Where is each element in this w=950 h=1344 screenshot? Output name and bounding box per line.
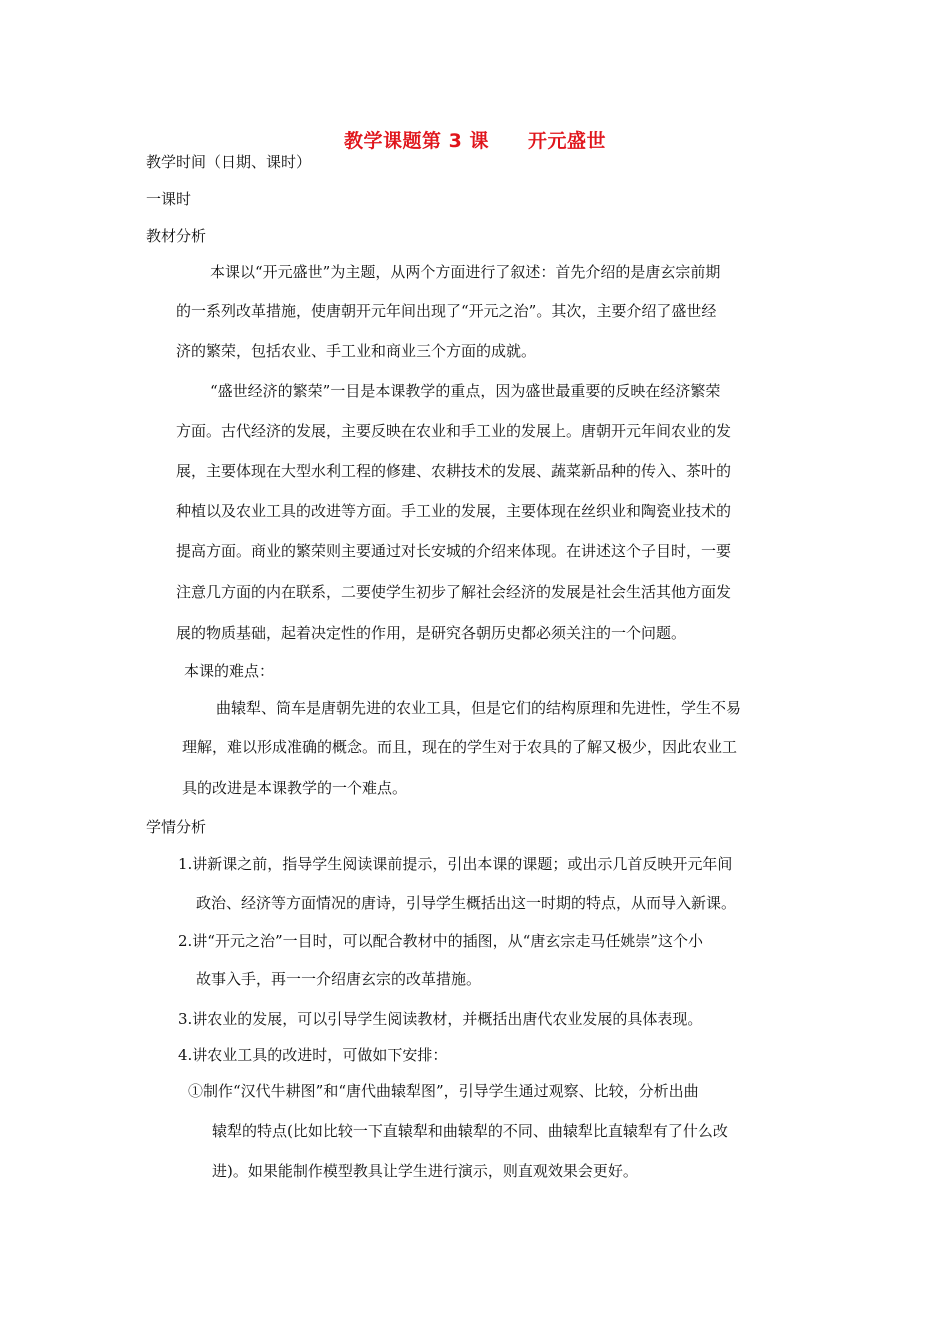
list-item-2-line: 2.讲“开元之治”一目时，可以配合教材中的插图，从“唐玄宗走马任姚崇”这个小 — [178, 932, 703, 950]
difficulty-line: 具的改进是本课教学的一个难点。 — [182, 779, 408, 797]
teaching-time-label: 教学时间（日期、课时） — [146, 153, 312, 171]
sub-item-1-line: 进)。如果能制作模型教具让学生进行演示，则直观效果会更好。 — [212, 1162, 638, 1180]
material-p2-line: 方面。古代经济的发展，主要反映在农业和手工业的发展上。唐朝开元年间农业的发 — [176, 422, 732, 440]
list-item-4-line: 4.讲农业工具的改进时，可做如下安排： — [178, 1046, 448, 1064]
lesson-title: 教学课题第 3 课 开元盛世 — [344, 130, 606, 152]
material-p2-line: 种植以及农业工具的改进等方面。手工业的发展，主要体现在丝织业和陶瓷业技术的 — [176, 502, 732, 520]
material-p2-line: 展的物质基础，起着决定性的作用，是研究各朝历史都必须关注的一个问题。 — [176, 624, 687, 642]
difficulty-label: 本课的难点： — [184, 662, 275, 680]
learning-analysis-heading: 学情分析 — [146, 818, 207, 836]
sub-item-1-line: 辕犁的特点(比如比较一下直辕犁和曲辕犁的不同、曲辕犁比直辕犁有了什么改 — [212, 1122, 728, 1140]
material-p1-line: 的一系列改革措施，使唐朝开元年间出现了“开元之治”。其次，主要介绍了盛世经 — [176, 302, 717, 320]
material-p2-line: 提高方面。商业的繁荣则主要通过对长安城的介绍来体现。在讲述这个子目时，一要 — [176, 542, 732, 560]
list-item-1-line: 1.讲新课之前，指导学生阅读课前提示，引出本课的课题；或出示几首反映开元年间 — [178, 855, 733, 873]
list-item-1-line: 政治、经济等方面情况的唐诗，引导学生概括出这一时期的特点，从而导入新课。 — [196, 894, 737, 912]
difficulty-line: 曲辕犁、筒车是唐朝先进的农业工具，但是它们的结构原理和先进性，学生不易 — [216, 699, 742, 717]
sub-item-1-line: ①制作“汉代牛耕图”和“唐代曲辕犁图”，引导学生通过观察、比较，分析出曲 — [188, 1082, 699, 1100]
list-item-3-line: 3.讲农业的发展，可以引导学生阅读教材，并概括出唐代农业发展的具体表现。 — [178, 1010, 703, 1028]
material-p2-line: 注意几方面的内在联系，二要使学生初步了解社会经济的发展是社会生活其他方面发 — [176, 583, 732, 601]
material-analysis-heading: 教材分析 — [146, 227, 207, 245]
teaching-time-value: 一课时 — [146, 190, 192, 208]
difficulty-line: 理解，难以形成准确的概念。而且，现在的学生对于农具的了解又极少，因此农业工 — [182, 738, 738, 756]
material-p1-line: 本课以“开元盛世”为主题，从两个方面进行了叙述：首先介绍的是唐玄宗前期 — [210, 263, 721, 281]
material-p2-line: “盛世经济的繁荣”一目是本课教学的重点，因为盛世最重要的反映在经济繁荣 — [210, 382, 721, 400]
list-item-2-line: 故事入手，再一一介绍唐玄宗的改革措施。 — [196, 970, 482, 988]
material-p2-line: 展，主要体现在大型水利工程的修建、农耕技术的发展、蔬菜新品种的传入、茶叶的 — [176, 462, 732, 480]
material-p1-line: 济的繁荣，包括农业、手工业和商业三个方面的成就。 — [176, 342, 537, 360]
